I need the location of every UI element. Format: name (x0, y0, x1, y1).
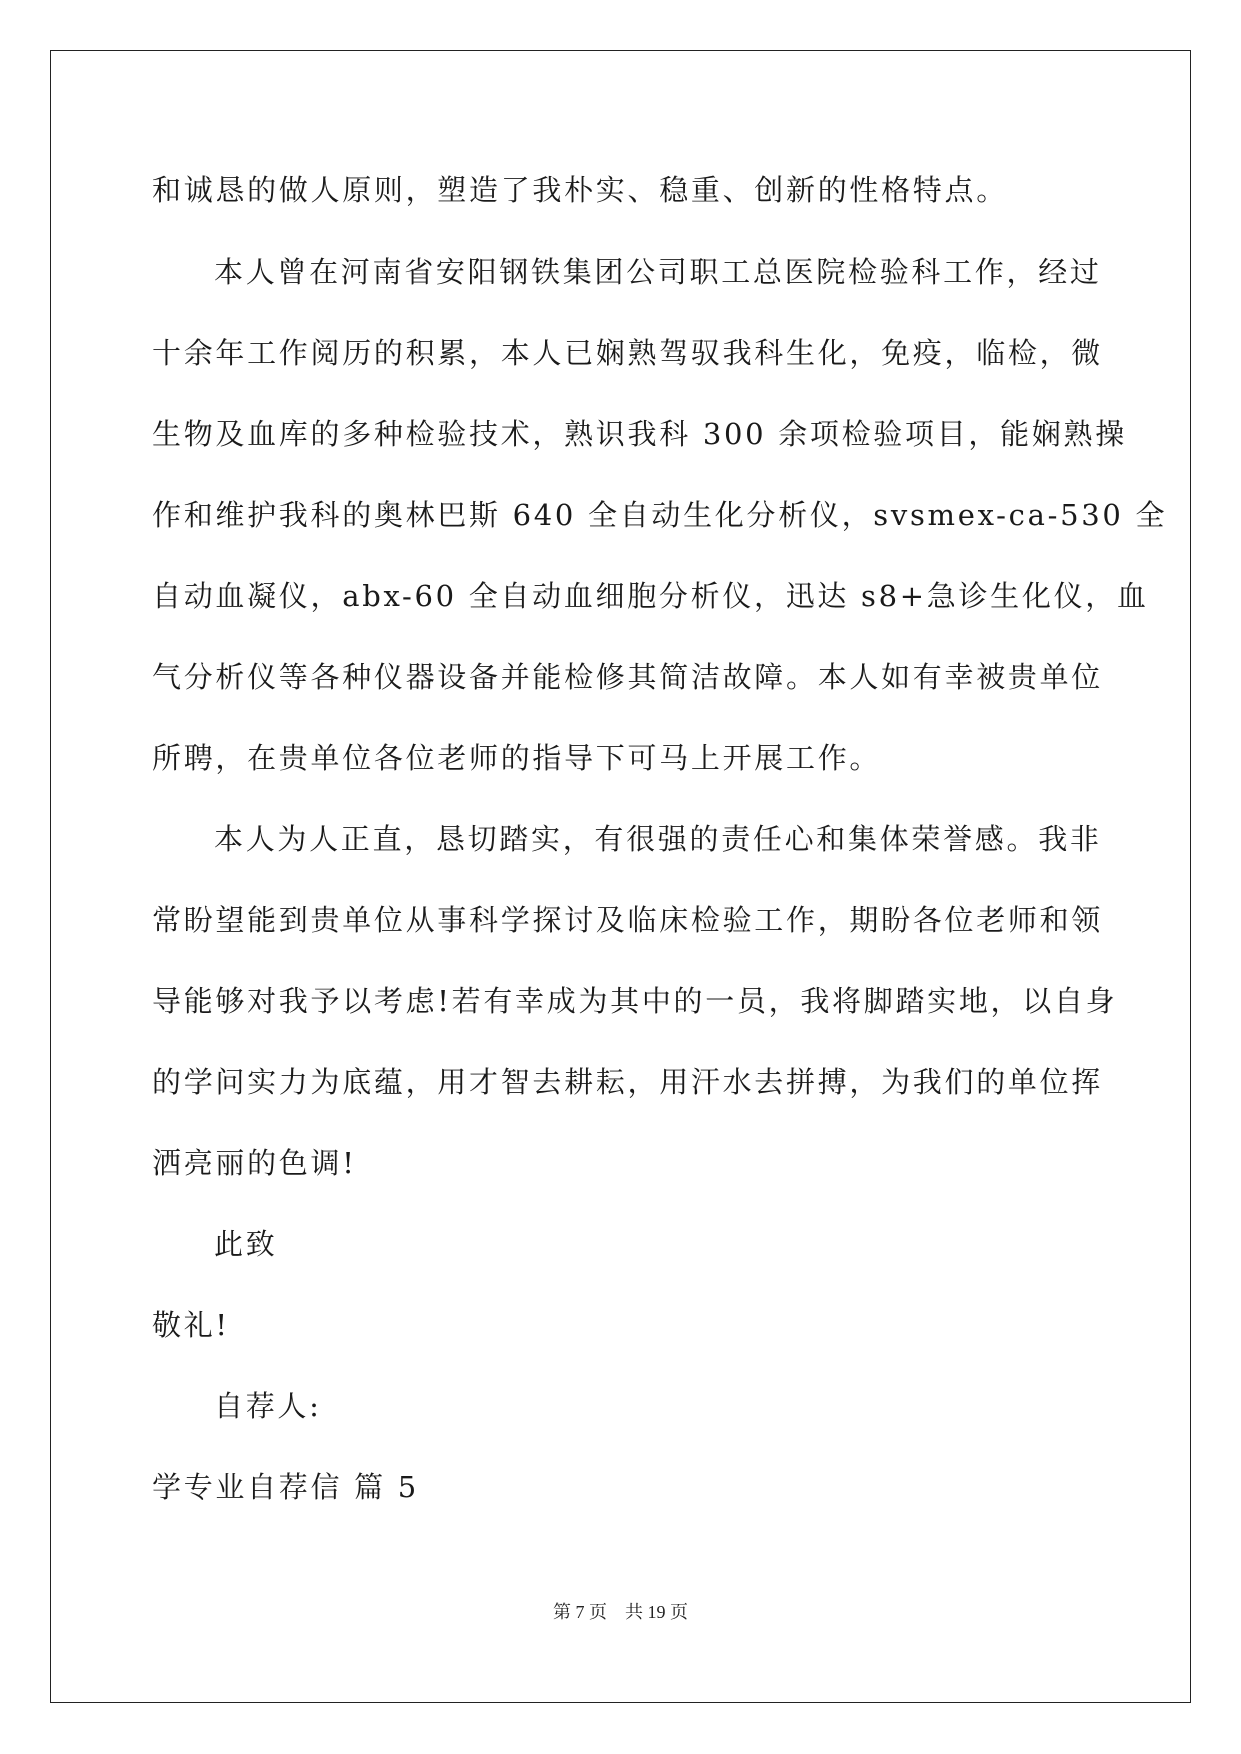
paragraph-line: 所聘，在贵单位各位老师的指导下可马上开展工作。 (152, 741, 882, 775)
signature-label: 自荐人: (214, 1389, 322, 1423)
paragraph-line: 洒亮丽的色调! (152, 1146, 357, 1180)
page-border (50, 50, 1191, 1703)
section-heading: 学专业自荐信 篇 5 (152, 1470, 419, 1504)
paragraph-line: 十余年工作阅历的积累，本人已娴熟驾驭我科生化，免疫，临检，微 (152, 336, 1104, 370)
paragraph-line: 的学问实力为底蕴，用才智去耕耘，用汗水去拼搏，为我们的单位挥 (152, 1065, 1104, 1099)
paragraph-line: 导能够对我予以考虑!若有幸成为其中的一员，我将脚踏实地，以自身 (152, 984, 1118, 1018)
paragraph-line: 本人曾在河南省安阳钢铁集团公司职工总医院检验科工作，经过 (214, 255, 1102, 289)
closing-regards: 敬礼! (152, 1308, 230, 1342)
paragraph-line: 生物及血库的多种检验技术，熟识我科 300 余项检验项目，能娴熟操 (152, 417, 1127, 451)
page-footer (0, 1601, 1241, 1623)
paragraph-line: 本人为人正直，恳切踏实，有很强的责任心和集体荣誉感。我非 (214, 822, 1102, 856)
paragraph-line: 和诚恳的做人原则，塑造了我朴实、稳重、创新的性格特点。 (152, 173, 1008, 207)
page-total: 共 19 页 (625, 1602, 688, 1622)
paragraph-line: 自动血凝仪，abx-60 全自动血细胞分析仪，迅达 s8+急诊生化仪，血 (152, 579, 1149, 613)
closing-salutation: 此致 (214, 1227, 278, 1261)
page-number: 第 7 页 (553, 1602, 607, 1622)
paragraph-line: 常盼望能到贵单位从事科学探讨及临床检验工作，期盼各位老师和领 (152, 903, 1104, 937)
paragraph-line: 气分析仪等各种仪器设备并能检修其简洁故障。本人如有幸被贵单位 (152, 660, 1104, 694)
paragraph-line: 作和维护我科的奥林巴斯 640 全自动生化分析仪，svsmex-ca-530 全 (152, 498, 1168, 532)
